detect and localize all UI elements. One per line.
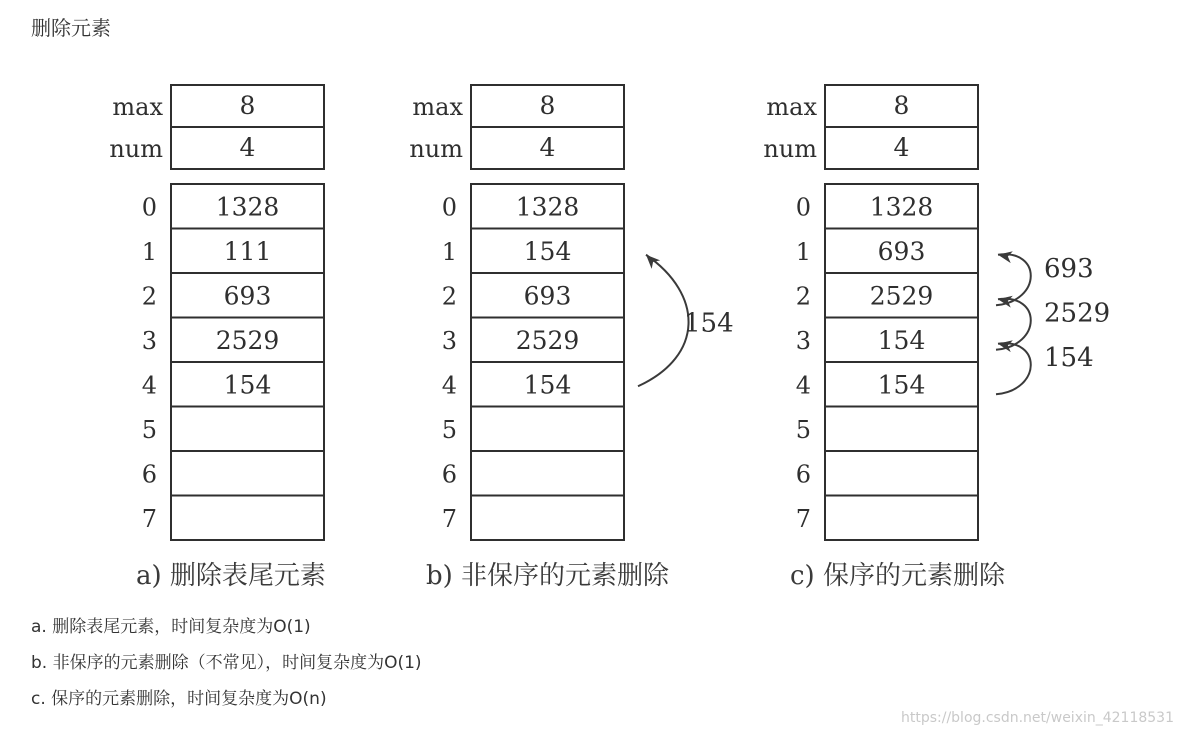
row-index: 2 [141, 282, 157, 311]
cell-value: 154 [877, 370, 926, 400]
cell-value: 693 [877, 236, 926, 266]
row-index: 3 [441, 326, 457, 355]
array-cell [825, 451, 978, 496]
arrowhead-icon [642, 251, 660, 269]
row-index: 3 [141, 326, 157, 355]
move-arrow [996, 254, 1031, 305]
cell-value: 1328 [869, 192, 934, 222]
move-arrow [996, 343, 1031, 394]
header-value: 4 [539, 133, 556, 162]
arrowhead-icon [997, 249, 1013, 263]
row-index: 7 [795, 504, 811, 533]
note-item: a. 删除表尾元素，时间复杂度为O(1) [31, 617, 311, 637]
array-cell [471, 496, 624, 541]
row-index: 2 [441, 282, 457, 311]
array-panel [763, 85, 1110, 591]
header-label: num [109, 135, 163, 163]
arrow-label: 2529 [1044, 298, 1111, 329]
cell-value: 693 [523, 281, 572, 311]
cell-value: 693 [223, 281, 272, 311]
cell-value: 154 [523, 370, 572, 400]
row-index: 1 [141, 237, 157, 266]
row-index: 6 [795, 460, 811, 489]
row-index: 6 [141, 460, 157, 489]
array-cell [825, 407, 978, 452]
header-label: num [409, 135, 463, 163]
panel-caption: a) 删除表尾元素 [136, 561, 326, 591]
array-cell [825, 496, 978, 541]
note-item: c. 保序的元素删除，时间复杂度为O(n) [31, 689, 327, 709]
row-index: 7 [441, 504, 457, 533]
array-cell [171, 407, 324, 452]
panel-caption: c) 保序的元素删除 [790, 561, 1005, 591]
row-index: 4 [795, 371, 811, 400]
panel-caption: b) 非保序的元素删除 [426, 561, 670, 591]
row-index: 1 [795, 237, 811, 266]
header-value: 4 [239, 133, 256, 162]
row-index: 1 [441, 237, 457, 266]
move-arrow [996, 299, 1031, 350]
row-index: 0 [441, 193, 457, 222]
arrow-label: 154 [684, 308, 734, 339]
array-cell [171, 496, 324, 541]
row-index: 5 [141, 415, 157, 444]
arrow-label: 154 [1044, 343, 1094, 373]
row-index: 6 [441, 460, 457, 489]
header-value: 8 [539, 91, 556, 120]
row-index: 7 [141, 504, 157, 533]
array-panel [109, 85, 326, 591]
cell-value: 1328 [515, 192, 580, 222]
header-label: max [112, 93, 163, 121]
row-index: 5 [441, 415, 457, 444]
cell-value: 1328 [215, 192, 280, 222]
cell-value: 154 [223, 370, 272, 400]
header-value: 8 [239, 91, 256, 120]
row-index: 3 [795, 326, 811, 355]
row-index: 0 [141, 193, 157, 222]
header-value: 4 [893, 133, 910, 162]
move-arrow [638, 255, 689, 387]
header-value: 8 [893, 91, 910, 120]
cell-value: 2529 [869, 281, 934, 311]
cell-value: 2529 [515, 325, 580, 355]
row-index: 4 [441, 371, 457, 400]
array-cell [171, 451, 324, 496]
array-cell [471, 407, 624, 452]
note-item: b. 非保序的元素删除（不常见），时间复杂度为O(1) [31, 653, 422, 673]
header-label: max [766, 93, 817, 121]
row-index: 5 [795, 415, 811, 444]
array-panel [409, 85, 733, 591]
cell-value: 2529 [215, 325, 280, 355]
watermark: https://blog.csdn.net/weixin_42118531 [900, 710, 1174, 726]
cell-value: 111 [223, 236, 272, 266]
cell-value: 154 [877, 325, 926, 355]
cell-value: 154 [523, 236, 572, 266]
section-heading: 删除元素 [31, 16, 111, 40]
row-index: 0 [795, 193, 811, 222]
row-index: 2 [795, 282, 811, 311]
array-cell [471, 451, 624, 496]
header-label: max [412, 93, 463, 121]
arrow-label: 693 [1044, 254, 1094, 284]
header-label: num [763, 135, 817, 163]
row-index: 4 [141, 371, 157, 400]
notes-list [31, 614, 422, 722]
